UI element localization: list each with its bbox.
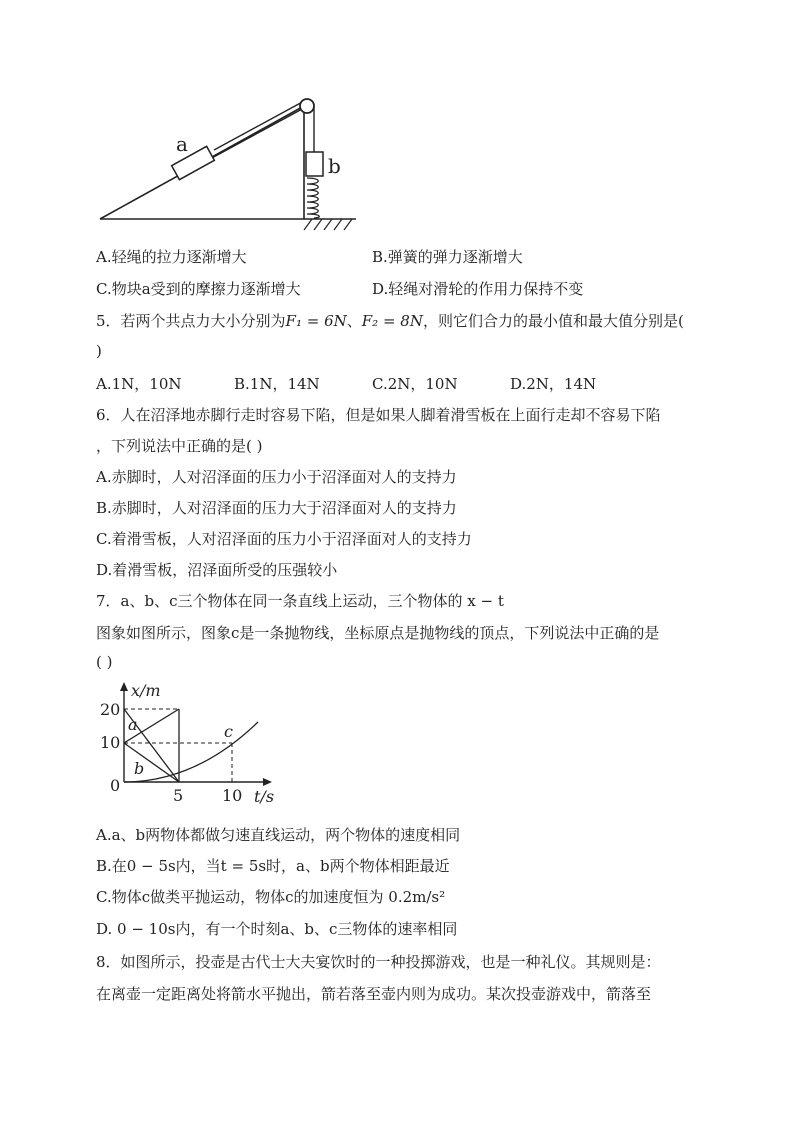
q5-sep: 、 bbox=[346, 312, 362, 330]
spring bbox=[307, 178, 319, 218]
ground-hatch bbox=[304, 219, 352, 230]
label-b: b bbox=[134, 759, 145, 778]
q7-stem-line2: 图象如图所示，图象c是一条抛物线，坐标原点是抛物线的顶点，下列说法中正确的是 bbox=[96, 624, 660, 642]
q7-option-b: B.在0 − 5s内，当t = 5s时，a、b两个物体相距最近 bbox=[96, 857, 450, 875]
y-axis-arrow bbox=[120, 682, 128, 691]
q7-stem-line1: 7．a、b、c三个物体在同一条直线上运动，三个物体的 x − t bbox=[96, 592, 504, 610]
q8-line2: 在离壶一定距离处将箭水平抛出，箭若落至壶内则为成功。某次投壶游戏中，箭落至 bbox=[96, 985, 652, 1003]
q5-stem-line2: ) bbox=[96, 342, 102, 360]
block-b bbox=[306, 152, 323, 176]
q6-option-c: C.着滑雪板，人对沼泽面的压力小于沼泽面对人的支持力 bbox=[96, 530, 472, 548]
line-b bbox=[124, 743, 179, 782]
y-tick-10: 10 bbox=[100, 733, 121, 752]
q4-option-a: A.轻绳的拉力逐渐增大 bbox=[96, 248, 247, 266]
q4-option-d: D.轻绳对滑轮的作用力保持不变 bbox=[372, 280, 584, 298]
block-a-label: a bbox=[176, 132, 188, 156]
q5-option-a: A.1N，10N bbox=[96, 375, 182, 393]
q6-stem-line1: 6．人在沼泽地赤脚行走时容易下陷，但是如果人脚着滑雪板在上面行走却不容易下陷 bbox=[96, 406, 661, 424]
label-a: a bbox=[128, 715, 138, 734]
q5-f2: F₂ = 8N bbox=[361, 312, 423, 330]
q5-stem-part1: 5．若两个共点力大小分别为 bbox=[96, 312, 286, 330]
q5-option-c: C.2N，10N bbox=[372, 375, 458, 393]
x-axis-arrow bbox=[263, 778, 272, 786]
q5-stem-part2: ，则它们合力的最小值和最大值分别是( bbox=[422, 312, 684, 330]
q8-line1: 8．如图所示，投壶是古代士大夫宴饮时的一种投掷游戏，也是一种礼仪。其规则是： bbox=[96, 953, 661, 971]
q5-option-d: D.2N，14N bbox=[510, 375, 597, 393]
incline-pulley-figure bbox=[0, 0, 794, 240]
q4-option-c: C.物块a受到的摩擦力逐渐增大 bbox=[96, 280, 301, 298]
q7-stem-line3: ( ) bbox=[96, 653, 113, 671]
y-axis-label: x/m bbox=[131, 681, 161, 700]
q6-option-a: A.赤脚时，人对沼泽面的压力小于沼泽面对人的支持力 bbox=[96, 468, 457, 486]
q5-stem bbox=[96, 310, 684, 331]
q6-option-d: D.着滑雪板，沼泽面所受的压强较小 bbox=[96, 561, 338, 579]
q7-option-a: A.a、b两物体都做匀速直线运动，两个物体的速度相同 bbox=[96, 826, 461, 844]
x-axis-label: t/s bbox=[254, 787, 275, 806]
q7-option-d: D. 0 − 10s内，有一个时刻a、b、c三物体的速率相同 bbox=[96, 920, 458, 938]
x-tick-10: 10 bbox=[222, 786, 243, 805]
q7-option-c: C.物体c做类平抛运动，物体c的加速度恒为 0.2m/s² bbox=[96, 888, 446, 906]
rope-lower bbox=[210, 108, 304, 159]
block-b-label: b bbox=[328, 154, 341, 178]
xt-graph bbox=[0, 682, 794, 812]
pulley bbox=[300, 99, 314, 113]
x-tick-5: 5 bbox=[173, 786, 184, 805]
q5-option-b: B.1N，14N bbox=[234, 375, 320, 393]
label-c: c bbox=[224, 722, 233, 741]
q6-option-b: B.赤脚时，人对沼泽面的压力大于沼泽面对人的支持力 bbox=[96, 499, 457, 517]
origin-label: 0 bbox=[110, 776, 121, 795]
rope-upper bbox=[214, 100, 306, 150]
y-tick-20: 20 bbox=[100, 700, 121, 719]
q6-stem-line2: ，下列说法中正确的是( ) bbox=[96, 437, 263, 455]
q4-option-b: B.弹簧的弹力逐渐增大 bbox=[372, 248, 523, 266]
q5-f1: F₁ = 6N bbox=[285, 312, 347, 330]
